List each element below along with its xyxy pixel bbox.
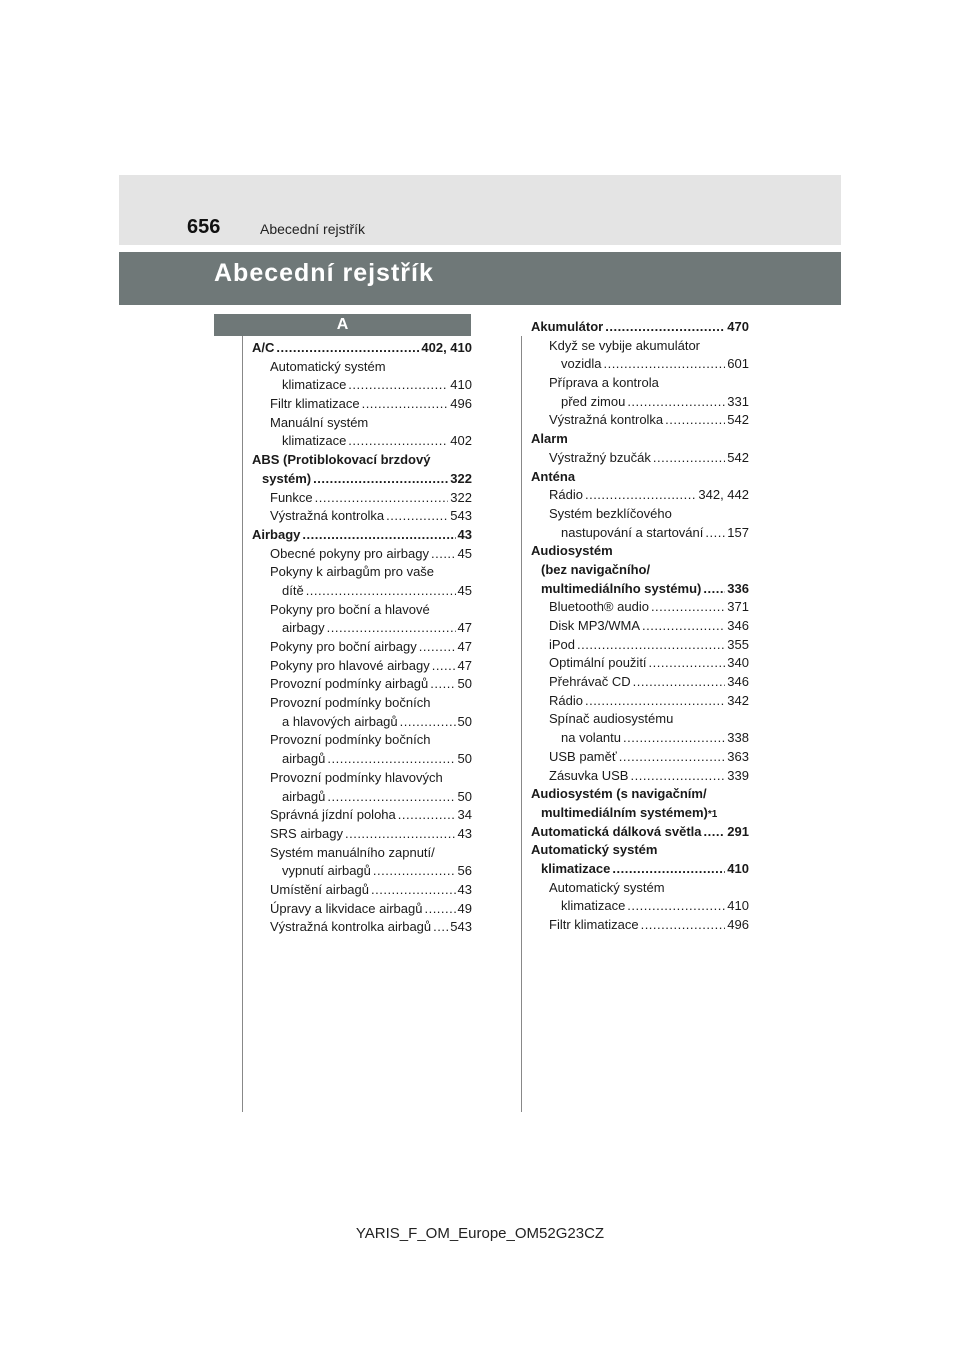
document-code: YARIS_F_OM_Europe_OM52G23CZ [355, 1225, 605, 1242]
index-entry [531, 916, 749, 935]
index-entry-page: 543 [450, 919, 472, 935]
index-entry [252, 881, 472, 900]
index-entry-page: 336 [727, 580, 749, 596]
index-column-left [252, 339, 472, 937]
index-entry-text: iPod [549, 636, 576, 652]
index-entry-text: Automatická dálková světla [531, 823, 702, 839]
index-entry-text: Pokyny k airbagům pro vaše [270, 564, 435, 580]
index-entry-page: 322 [450, 489, 472, 505]
index-entry-text: nastupování a startování [561, 524, 704, 540]
index-entry [252, 489, 472, 508]
leader-dots [627, 897, 725, 916]
leader-dots [653, 449, 725, 468]
index-entry [531, 542, 749, 561]
index-entry [252, 675, 472, 694]
leader-dots [302, 526, 455, 545]
index-entry-text: Pokyny pro boční airbagy [270, 639, 417, 654]
index-entry [531, 841, 749, 860]
letter-heading: A [214, 314, 471, 336]
index-entry [252, 694, 472, 713]
leader-dots [703, 580, 725, 599]
index-entry-text: airbagů [282, 751, 326, 767]
leader-dots [371, 881, 456, 900]
index-entry-page: 601 [727, 356, 749, 372]
index-entry-text: Automatický systém [531, 842, 658, 858]
leader-dots [386, 507, 448, 526]
index-entry [531, 355, 749, 374]
index-entry [252, 806, 472, 825]
index-entry [252, 432, 472, 451]
index-entry [531, 767, 749, 786]
index-entry-text: Provozní podmínky bočních [270, 732, 431, 748]
index-entry [252, 563, 472, 582]
index-entry-page: 402, 410 [421, 340, 472, 355]
index-entry-text: airbagy [282, 620, 325, 636]
index-entry [252, 638, 472, 657]
index-entry-text: Automatický systém [270, 358, 386, 374]
index-entry-text: Funkce [270, 489, 313, 505]
index-entry [531, 393, 749, 412]
index-entry-page: 355 [727, 636, 749, 652]
index-entry-page: 50 [457, 788, 472, 804]
index-entry-page: 47 [457, 657, 472, 673]
index-entry [531, 430, 749, 449]
index-entry-text: Pokyny pro hlavové airbagy [270, 657, 430, 673]
index-entry-text: Spínač audiosystému [549, 711, 674, 727]
index-entry-page: 43 [457, 825, 472, 841]
index-entry [252, 414, 472, 433]
index-entry-text: Disk MP3/WMA [549, 618, 640, 633]
index-entry [531, 486, 749, 505]
leader-dots [348, 376, 448, 395]
leader-dots [419, 638, 456, 657]
index-entry-text: Akumulátor [531, 319, 604, 334]
index-entry [252, 545, 472, 564]
page-title: Abecední rejstřík [214, 259, 434, 287]
leader-dots [630, 767, 725, 786]
index-entry-text: před zimou [561, 393, 626, 409]
leader-dots [345, 825, 456, 844]
index-entry [252, 750, 472, 769]
index-entry-page: 157 [727, 524, 749, 540]
leader-dots [651, 598, 725, 617]
index-entry-text: Výstražný bzučák [549, 449, 651, 465]
index-entry-text: airbagů [282, 788, 326, 804]
index-entry-text: Výstražná kontrolka [549, 412, 664, 428]
index-entry [531, 785, 749, 804]
index-entry [531, 318, 749, 337]
leader-dots [327, 788, 455, 807]
index-entry-text: dítě [282, 582, 304, 598]
index-entry-text: Umístění airbagů [270, 881, 369, 897]
index-entry-page: 402 [450, 433, 472, 449]
index-entry [252, 582, 472, 601]
index-entry-text: a hlavových airbagů [282, 713, 398, 729]
index-entry-text: Přehrávač CD [549, 674, 631, 690]
index-entry-text: klimatizace [282, 377, 347, 393]
index-entry [531, 524, 749, 543]
leader-dots [627, 393, 725, 412]
index-entry-text: Systém bezklíčového [549, 505, 672, 521]
index-entry-text: Provozní podmínky airbagů [270, 676, 429, 692]
index-entry-page: 542 [727, 412, 749, 428]
index-entry-page: 50 [457, 676, 472, 692]
index-entry [531, 710, 749, 729]
index-entry [252, 358, 472, 377]
index-entry-text: Airbagy [252, 526, 301, 542]
index-entry-text: klimatizace [541, 860, 611, 876]
index-entry [252, 339, 472, 358]
index-entry-page: 322 [450, 470, 472, 486]
index-entry-page: 346 [727, 674, 749, 690]
index-entry [531, 654, 749, 673]
index-entry-text: Alarm [531, 431, 568, 447]
page-number: 656 [187, 216, 221, 238]
index-entry [252, 769, 472, 788]
leader-dots [373, 862, 456, 881]
index-entry [252, 657, 472, 676]
index-entry-text: (bez navigačního/ [541, 561, 651, 577]
index-entry-page: 340 [727, 655, 749, 671]
index-entry [252, 470, 472, 489]
index-entry [252, 395, 472, 414]
index-entry-text: systém) [262, 470, 312, 486]
index-entry-page: 410 [727, 898, 749, 914]
index-entry-text: Zásuvka USB [549, 767, 629, 783]
index-entry-text: Příprava a kontrola [549, 375, 659, 391]
index-entry-text: Výstražná kontrolka [270, 508, 385, 524]
index-entry-page: 543 [450, 508, 472, 524]
leader-dots [585, 692, 725, 711]
index-entry [252, 713, 472, 732]
leader-dots [433, 918, 448, 937]
index-entry [531, 897, 749, 916]
index-entry-text: Filtr klimatizace [549, 917, 639, 932]
index-entry-text: Optimální použití [549, 655, 647, 671]
column-divider-right [521, 336, 522, 1112]
leader-dots [362, 395, 449, 414]
index-entry [531, 823, 749, 842]
index-entry-text: Provozní podmínky bočních [270, 695, 431, 711]
index-entry-text: Audiosystém (s navigačním/ [531, 786, 707, 802]
index-entry-page: 542 [727, 449, 749, 465]
index-entry [531, 748, 749, 767]
leader-dots [704, 823, 726, 842]
index-entry-text: Správná jízdní poloha [270, 807, 396, 823]
column-divider-left [242, 336, 243, 1112]
index-entry-page: 43 [457, 526, 472, 542]
index-entry-text: Úpravy a likvidace airbagů [270, 900, 423, 916]
index-entry-page: 338 [727, 730, 749, 746]
leader-dots [623, 729, 725, 748]
index-entry-page: 56 [457, 863, 472, 879]
index-entry-page: 470 [727, 319, 749, 334]
index-entry-text: Manuální systém [270, 414, 369, 430]
index-entry-page: 410 [727, 860, 749, 876]
index-entry-page: 49 [457, 900, 472, 916]
index-entry-page: 291 [727, 823, 749, 839]
index-entry-text: ABS (Protiblokovací brzdový [252, 452, 431, 468]
index-entry-text: Systém manuálního zapnutí/ [270, 844, 435, 860]
index-entry [531, 673, 749, 692]
index-entry-text: multimediálním systémem) [541, 804, 708, 820]
index-entry-text: Automatický systém [549, 879, 665, 895]
index-entry-page: 50 [457, 751, 472, 767]
leader-dots [327, 750, 455, 769]
index-entry [252, 619, 472, 638]
leader-dots [577, 636, 725, 655]
leader-dots [605, 318, 725, 337]
leader-dots [585, 486, 696, 505]
index-entry-text: SRS airbagy [270, 825, 343, 841]
index-entry-page: 331 [727, 393, 749, 409]
header-band [119, 175, 841, 245]
index-entry-page: 496 [727, 917, 749, 932]
index-entry-text: na volantu [561, 730, 621, 746]
index-entry [531, 692, 749, 711]
index-column-right [531, 318, 749, 935]
index-entry: multimediálním systémem) *1 [531, 804, 749, 823]
index-entry-text: klimatizace [282, 433, 347, 449]
index-entry-text: Když se vybije akumulátor [549, 337, 701, 353]
leader-dots [306, 582, 456, 601]
index-entry-page: 371 [727, 599, 749, 615]
index-entry [531, 860, 749, 879]
index-entry-text: Pokyny pro boční a hlavové [270, 601, 430, 617]
leader-dots [649, 654, 726, 673]
index-entry [252, 376, 472, 395]
index-entry-text: Obecné pokyny pro airbagy [270, 545, 429, 561]
index-entry-text: USB paměť [549, 748, 617, 764]
index-entry [531, 636, 749, 655]
index-entry [531, 879, 749, 898]
leader-dots [432, 657, 456, 676]
index-entry-text: Provozní podmínky hlavových [270, 769, 443, 785]
index-entry-text: Výstražná kontrolka airbagů [270, 919, 432, 935]
index-entry-page: 45 [457, 545, 472, 561]
index-entry [531, 729, 749, 748]
index-entry [252, 601, 472, 620]
leader-dots [642, 617, 725, 636]
leader-dots [431, 545, 456, 564]
leader-dots [430, 675, 455, 694]
index-entry-text: Rádio [549, 487, 583, 503]
index-entry-page: 363 [727, 748, 749, 764]
index-entry [252, 918, 472, 937]
index-entry [531, 617, 749, 636]
index-entry-page: 47 [457, 620, 472, 636]
index-entry [252, 731, 472, 750]
index-entry [252, 507, 472, 526]
index-entry-page: 410 [450, 377, 472, 393]
index-entry [252, 862, 472, 881]
index-entry [531, 337, 749, 356]
index-entry [531, 598, 749, 617]
leader-dots [619, 748, 726, 767]
index-entry-text: vypnutí airbagů [282, 863, 371, 879]
leader-dots [612, 860, 725, 879]
leader-dots [665, 411, 725, 430]
index-entry-page: 346 [727, 618, 749, 633]
index-entry [531, 580, 749, 599]
index-entry-text: A/C [252, 340, 275, 355]
index-entry-page: 50 [457, 713, 472, 729]
index-entry [531, 411, 749, 430]
index-entry-page: 45 [457, 582, 472, 598]
index-entry-text: Rádio [549, 692, 583, 708]
index-entry-page: 43 [457, 881, 472, 897]
index-entry [252, 526, 472, 545]
index-entry [252, 825, 472, 844]
index-entry [531, 561, 749, 580]
index-entry [252, 900, 472, 919]
leader-dots [603, 355, 725, 374]
index-entry [531, 374, 749, 393]
index-entry [531, 468, 749, 487]
leader-dots [641, 916, 726, 935]
index-entry-page: 496 [450, 396, 472, 412]
index-entry [531, 505, 749, 524]
leader-dots [705, 524, 725, 543]
index-entry-text: vozidla [561, 356, 602, 372]
index-entry-page: 342, 442 [698, 487, 749, 503]
index-entry-text: Audiosystém [531, 543, 613, 559]
index-entry-page: 34 [457, 807, 472, 823]
header-section-title: Abecední rejstřík [260, 221, 366, 237]
leader-dots [400, 713, 456, 732]
index-entry [252, 788, 472, 807]
index-entry-text: Filtr klimatizace [270, 396, 360, 412]
index-entry-page: 339 [727, 767, 749, 783]
leader-dots [348, 432, 448, 451]
index-entry-page: 342 [727, 692, 749, 708]
leader-dots [424, 900, 455, 919]
index-entry-text: Anténa [531, 468, 576, 484]
leader-dots [633, 673, 726, 692]
index-entry [531, 449, 749, 468]
leader-dots [313, 470, 448, 489]
leader-dots [276, 339, 419, 358]
index-entry [252, 844, 472, 863]
leader-dots [327, 619, 456, 638]
leader-dots [398, 806, 456, 825]
leader-dots [315, 489, 449, 508]
index-entry-text: Bluetooth® audio [549, 599, 649, 615]
index-entry [252, 451, 472, 470]
index-entry-text: klimatizace [561, 898, 626, 914]
index-entry-page: 47 [457, 639, 472, 654]
index-entry-text: multimediálního systému) [541, 580, 702, 596]
